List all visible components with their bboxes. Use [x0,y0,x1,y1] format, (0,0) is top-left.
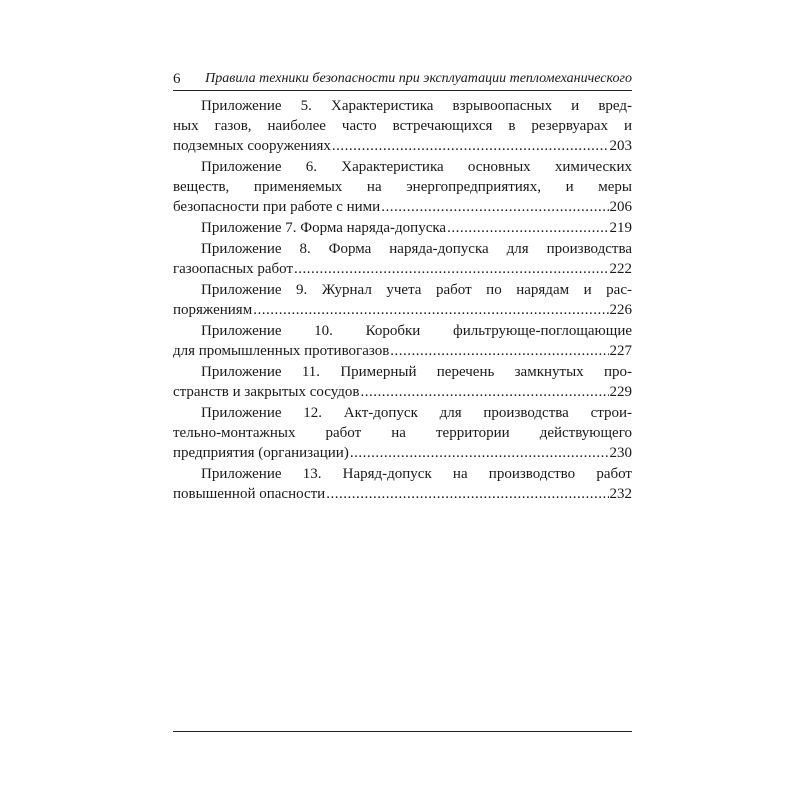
toc-entry-last-line [173,218,632,238]
toc-entry-line: Приложение 13. Наряд-допуск на производство работ [201,466,632,482]
toc-entry[interactable] [173,403,632,463]
running-head: Правила техники безопасности при эксплуатации тепломеханического [205,71,632,86]
toc-entry-last-line [173,197,632,217]
toc-entry-last-line [173,259,632,279]
toc-entry[interactable] [173,157,632,217]
toc-page-number: 206 [609,199,632,215]
toc-entry-last-line [173,341,632,361]
toc-entry-text: повышенной опасности [173,486,326,502]
toc-entry-line: Приложение 9. Журнал учета работ по нарядам и рас- [201,282,632,298]
dot-leader [294,259,609,279]
toc-page-number: 219 [609,220,632,236]
toc-entry-last-line [173,484,632,504]
dot-leader [326,484,608,504]
toc-entry[interactable] [173,96,632,156]
toc-page-number: 227 [609,343,632,359]
toc-entry-line: Приложение 8. Форма наряда-допуска для производства [201,241,632,257]
toc-entry-line: Приложение 12. Акт-допуск для производства строи- [201,405,632,421]
dot-leader [447,218,608,238]
toc-page-number: 226 [609,302,632,318]
header-rule [173,90,632,91]
table-of-contents [173,96,632,505]
dot-leader [253,300,608,320]
toc-entry-last-line [173,136,632,156]
toc-entry-line: Приложение 10. Коробки фильтрующе-поглощающие [201,323,632,339]
toc-entry-text: газоопасных работ [173,261,293,277]
dot-leader [350,443,609,463]
page-number: 6 [173,71,181,87]
dot-leader [361,382,609,402]
toc-page-number: 222 [609,261,632,277]
toc-entry-last-line [173,382,632,402]
toc-entry-text: поряжениям [173,302,253,318]
toc-entry[interactable] [173,362,632,402]
toc-page-number: 232 [609,486,632,502]
toc-entry-text: странств и закрытых сосудов [173,384,360,400]
dot-leader [381,197,608,217]
toc-entry-text: Приложение 7. Форма наряда-допуска [201,220,447,236]
toc-entry[interactable] [173,464,632,504]
footer-rule [173,731,632,732]
toc-entry[interactable] [173,218,632,238]
toc-entry-last-line [173,443,632,463]
toc-entry-line: Приложение 5. Характеристика взрывоопасных и вред- [201,98,632,114]
toc-entry-line: ных газов, наиболее часто встречающихся в резервуарах и [173,118,632,134]
toc-entry-text: безопасности при работе с ними [173,199,381,215]
toc-entry-text: предприятия (организации) [173,445,349,461]
toc-entry[interactable] [173,280,632,320]
toc-entry-line: веществ, применяемых на энергопредприятиях, и меры [173,179,632,195]
toc-entry-text: подземных сооружениях [173,138,331,154]
toc-entry-line: тельно-монтажных работ на территории действующего [173,425,632,441]
toc-entry-last-line [173,300,632,320]
toc-entry-line: Приложение 6. Характеристика основных химических [201,159,632,175]
toc-entry-text: для промышленных противогазов [173,343,390,359]
toc-entry-line: Приложение 11. Примерный перечень замкнутых про- [201,364,632,380]
toc-page-number: 230 [609,445,632,461]
dot-leader [390,341,608,361]
toc-page-number: 229 [609,384,632,400]
toc-entry[interactable] [173,239,632,279]
dot-leader [332,136,609,156]
toc-page-number: 203 [609,138,632,154]
toc-entry[interactable] [173,321,632,361]
